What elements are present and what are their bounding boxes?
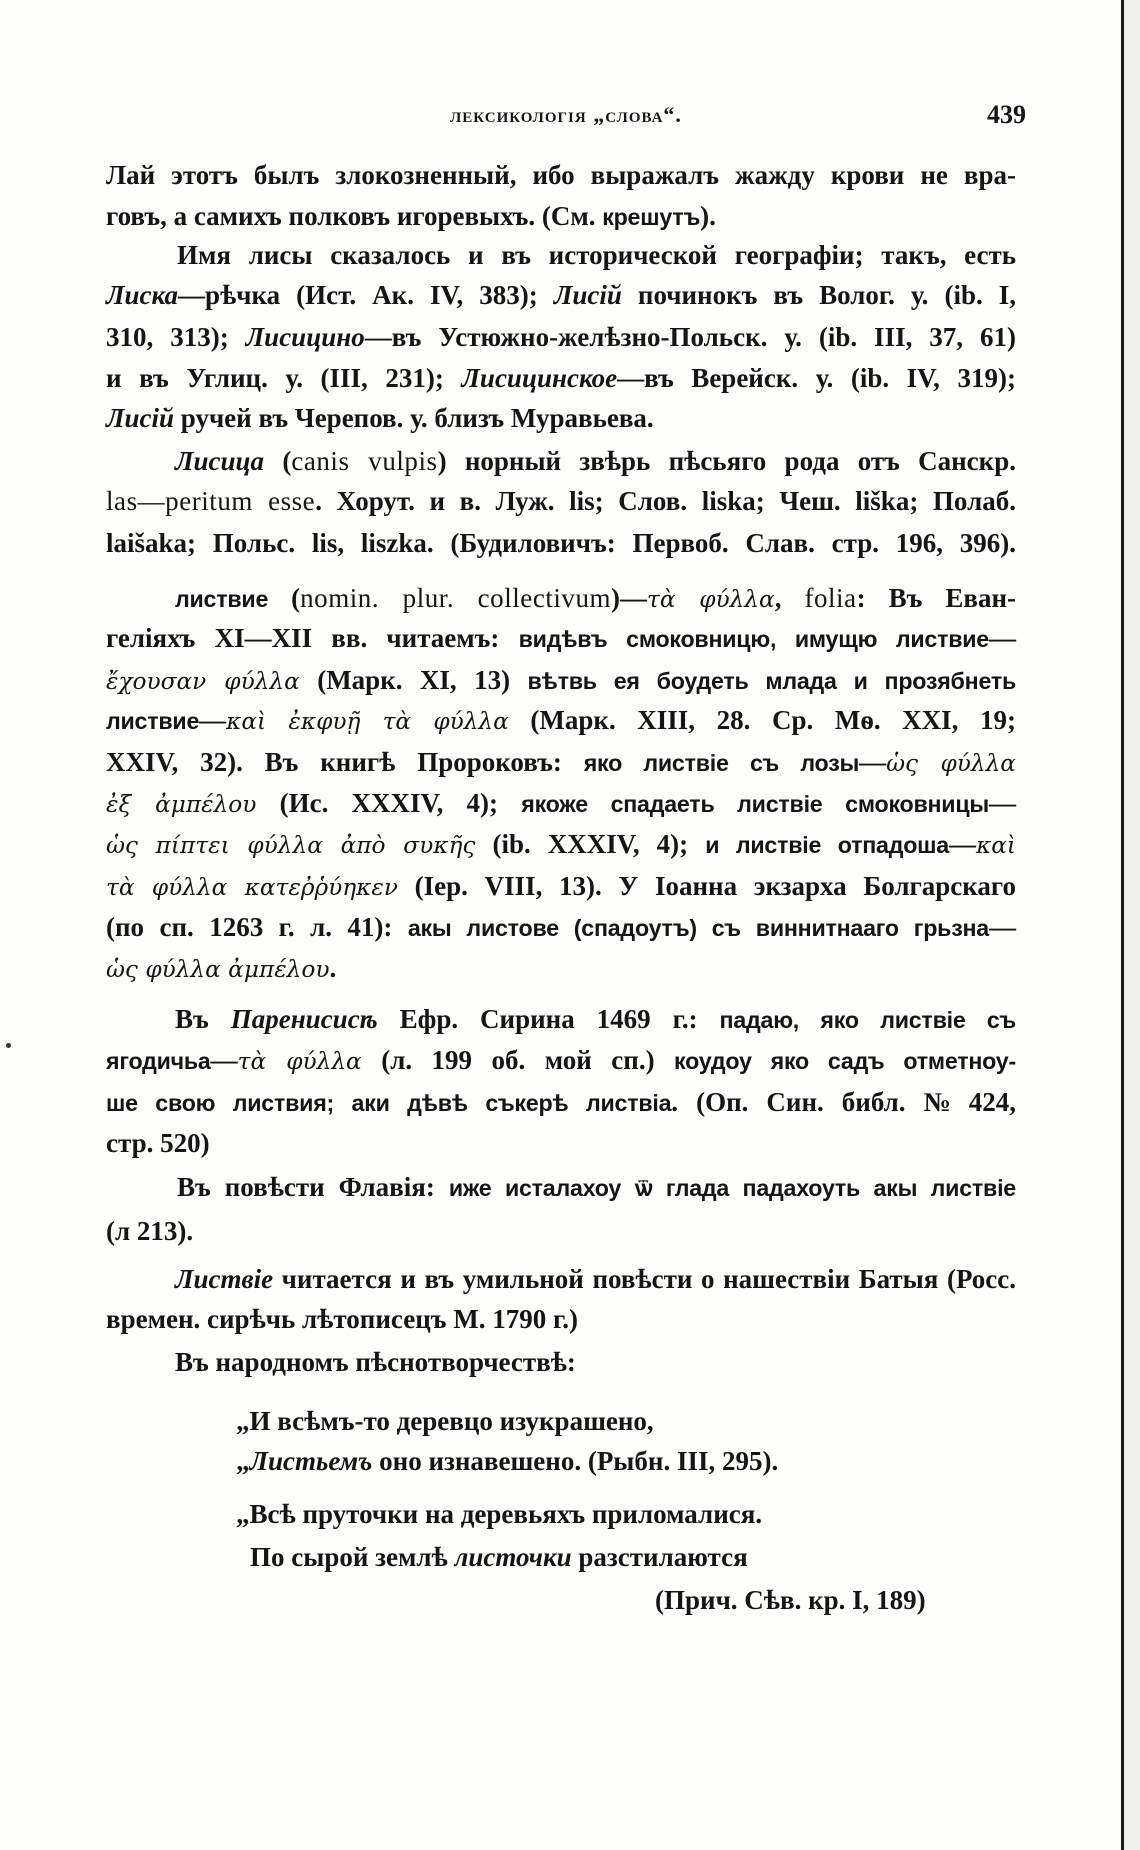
text-line xyxy=(106,783,1016,823)
text-run: — xyxy=(859,747,887,777)
running-head: лексикологія „слова“. xyxy=(450,102,682,127)
text-run: — xyxy=(989,788,1016,818)
text-run: : Въ Еван- xyxy=(856,583,1016,613)
text-line xyxy=(106,866,1016,906)
text-line-content xyxy=(175,999,1016,1040)
text-run: „Всѣ пруточки на деревьяхъ приломалися. xyxy=(236,1499,763,1529)
scan-edge-shade xyxy=(1124,0,1140,1850)
text-run: — xyxy=(210,1045,238,1075)
text-run: — xyxy=(989,912,1016,942)
text-line-content xyxy=(175,441,1016,481)
greek-quote: ὡς φύλλα xyxy=(886,750,1016,777)
text-line xyxy=(106,358,1016,398)
text-line xyxy=(177,1167,1016,1207)
slavonic-quote: ше свою листвия; аки дѣвѣ съкерѣ листвіа xyxy=(106,1090,672,1116)
text-line-content xyxy=(106,783,1016,825)
italic-term: Листьемъ xyxy=(249,1446,373,1476)
slavonic-quote: акы листове (спадоутъ) съ виннитнааго грьзна xyxy=(407,915,990,941)
text-line xyxy=(106,907,1016,947)
slavonic-quote: листвие xyxy=(106,708,200,734)
text-line xyxy=(106,1299,1016,1339)
slavonic-quote: видѣвъ смоковницю, имущю листвие xyxy=(518,626,989,652)
text-run: (Марк. XI, 13) xyxy=(299,665,528,695)
text-run: говъ, а самихъ полковъ игоревыхъ. (См. xyxy=(106,201,603,231)
text-run: „И всѣмъ-то деревцо изукрашено, xyxy=(236,1406,654,1436)
text-line-content xyxy=(106,948,336,990)
greek-quote: ὡς φύλλα ἀμπέλου xyxy=(106,956,330,983)
text-line xyxy=(236,1401,1016,1441)
italic-term: Лисицинское xyxy=(461,363,618,393)
text-line xyxy=(106,660,1016,700)
text-line-content xyxy=(106,1123,210,1163)
text-line-content xyxy=(236,1441,778,1481)
slavonic-quote: падаю, яко листвіе съ xyxy=(719,1007,1016,1033)
text-line-content xyxy=(175,1259,1016,1299)
slavonic-quote: коудоу яко садъ отметноу- xyxy=(674,1048,1016,1074)
greek-quote: ἔχουσαν φύλλα xyxy=(106,668,300,695)
text-run: ( xyxy=(264,446,292,476)
greek-quote: καὶ xyxy=(975,832,1016,859)
text-line-content xyxy=(250,1537,748,1577)
slavonic-quote: якоже спадаеть листвіе смоковницы xyxy=(521,791,990,817)
text-line-content xyxy=(177,1167,1016,1208)
text-line-content xyxy=(106,155,1016,195)
text-line-content xyxy=(236,1401,654,1441)
latin-term: las—peritum esse xyxy=(106,486,316,516)
text-run: ( xyxy=(268,583,301,613)
text-line-content xyxy=(106,358,1016,398)
text-run: — xyxy=(948,829,976,859)
text-run: Въ повѣсти Флавія: xyxy=(177,1172,449,1202)
text-line xyxy=(106,481,1016,521)
scan-speck xyxy=(6,1043,11,1048)
text-line xyxy=(106,948,1016,988)
latin-term: folia xyxy=(804,583,857,613)
text-run: . xyxy=(329,953,337,983)
text-line-content xyxy=(106,907,1016,948)
text-line xyxy=(106,1211,1016,1251)
text-run: (по сп. 1263 г. л. 41): xyxy=(106,912,408,942)
text-run: и въ Углиц. у. (III, 231); xyxy=(106,363,462,393)
text-run: времен. сирѣчь лѣтописецъ М. 1790 г.) xyxy=(106,1304,578,1334)
text-line-content xyxy=(106,1040,1016,1082)
text-run: — xyxy=(989,623,1016,653)
italic-term: листочки xyxy=(454,1542,572,1572)
text-line-content xyxy=(106,866,1016,908)
italic-term: Лисій xyxy=(106,403,175,433)
text-line xyxy=(250,1537,1016,1577)
text-run: — xyxy=(199,705,227,735)
text-line xyxy=(106,824,1016,864)
text-run: . Хорут. и в. Луж. lis; Слов. liska; Чеш. liška; Полаб. xyxy=(315,486,1016,516)
text-run: (л. 199 об. мой сп.) xyxy=(361,1045,675,1075)
text-line xyxy=(175,441,1016,481)
text-line xyxy=(175,1259,1016,1299)
text-run: XXIV, 32). Въ книгѣ Пророковъ: xyxy=(106,747,584,777)
text-run: разстилаются xyxy=(571,1542,748,1572)
text-run: —въ Верейск. у. (ib. IV, 319); xyxy=(617,363,1016,393)
text-run: Въ народномъ пѣснотворчествѣ: xyxy=(175,1347,576,1377)
italic-term: Лисій xyxy=(553,280,622,310)
slavonic-quote: яко листвіе съ лозы xyxy=(583,750,860,776)
text-line xyxy=(106,618,1016,658)
text-line-content xyxy=(177,235,1016,275)
text-line-content xyxy=(106,275,1016,315)
text-line-content xyxy=(106,700,1016,742)
text-line-content xyxy=(106,660,1016,702)
italic-term: Лисицино xyxy=(245,322,365,352)
text-line-content xyxy=(106,398,654,438)
text-run: читается и въ умильной повѣсти о нашествіи Батыя (Росс. xyxy=(273,1264,1016,1294)
text-line-content xyxy=(106,618,1016,659)
text-run: (ib. XXXIV, 4); xyxy=(475,829,706,859)
text-line xyxy=(106,742,1016,782)
text-line-content xyxy=(106,1082,1016,1123)
text-line-content xyxy=(106,1211,193,1251)
text-run: (Іер. VIII, 13). У Іоанна экзарха Болгарскаго xyxy=(397,871,1016,901)
text-run: „ xyxy=(236,1446,250,1476)
text-line xyxy=(175,1342,1016,1382)
text-line-content xyxy=(106,1299,578,1339)
text-line xyxy=(106,317,1016,357)
text-line xyxy=(655,1580,1016,1620)
italic-term: Лиска xyxy=(106,280,179,310)
text-run: (л 213). xyxy=(106,1216,194,1246)
greek-quote: τὰ φύλλα κατεῤῥύηκεν xyxy=(106,874,398,901)
text-run: стр. 520) xyxy=(106,1128,210,1158)
text-line-content xyxy=(106,523,1016,563)
greek-quote: τὰ φύλλα xyxy=(647,586,775,613)
text-line xyxy=(106,398,1016,438)
text-run: , xyxy=(774,583,805,613)
slavonic-quote: иже исталахоу ѿ глада падахоуть акы листвіе xyxy=(448,1175,1016,1201)
text-run: laišaka; Польс. lis, liszka. (Будиловичъ: Первоб. Слав. стр. 196, 396). xyxy=(106,528,1016,558)
italic-term: Паренисисѣ xyxy=(230,1004,378,1034)
text-run: (Ис. XXXIV, 4); xyxy=(256,788,522,818)
text-run: )— xyxy=(611,583,648,613)
text-line xyxy=(106,1040,1016,1080)
scan-edge-line xyxy=(1121,0,1124,1850)
text-line xyxy=(106,523,1016,563)
text-run: ). xyxy=(700,201,716,231)
text-run: Имя лисы сказалось и въ исторической географіи; такъ, есть xyxy=(177,240,1016,270)
page-number: 439 xyxy=(987,100,1026,129)
text-line-content xyxy=(106,742,1016,784)
text-run: Лай этотъ былъ злокозненный, ибо выражалъ жажду крови не вра- xyxy=(106,160,1016,190)
text-run: (Марк. XIII, 28. Ср. Мѳ. XXI, 19; xyxy=(508,705,1016,735)
text-line-content xyxy=(106,824,1016,866)
text-run: ) норный звѣрь пѣсьяго рода отъ Санскр. xyxy=(437,446,1016,476)
text-run: оно изнавешено. (Рыбн. III, 295). xyxy=(372,1446,779,1476)
text-line-content xyxy=(106,196,716,237)
text-line xyxy=(106,1123,1016,1163)
slavonic-quote: крешутъ xyxy=(602,204,701,230)
text-line xyxy=(177,235,1016,275)
text-run: (Прич. Сѣв. кр. I, 189) xyxy=(655,1585,926,1615)
text-line xyxy=(175,578,1016,618)
text-line-content xyxy=(106,317,1016,357)
text-run: ручей въ Черепов. у. близъ Муравьева. xyxy=(174,403,654,433)
text-run: Въ xyxy=(175,1004,231,1034)
text-run: По сырой землѣ xyxy=(250,1542,455,1572)
latin-term: canis vulpis xyxy=(291,446,438,476)
text-run: Ефр. Сирина 1469 г.: xyxy=(377,1004,720,1034)
slavonic-quote: листвие xyxy=(175,586,269,612)
text-line xyxy=(106,196,1016,236)
italic-term: Лисица xyxy=(175,446,265,476)
text-run: геліяхъ XI—XII вв. читаемъ: xyxy=(106,623,519,653)
text-run: починокъ въ Волог. у. (ib. I, xyxy=(621,280,1016,310)
italic-term: Листвіе xyxy=(175,1264,274,1294)
text-line-content xyxy=(655,1580,926,1620)
text-line xyxy=(106,155,1016,195)
text-run: 310, 313); xyxy=(106,322,246,352)
text-line-content xyxy=(175,1342,576,1382)
greek-quote: ἐξ ἀμπέλου xyxy=(106,791,257,818)
greek-quote: τὰ φύλλα xyxy=(237,1048,362,1075)
greek-quote: ὡς πίπτει φύλλα ἀπὸ συκῆς xyxy=(106,832,476,859)
text-run: —въ Устюжно-желѣзно-Польск. у. (ib. III, 37, 61) xyxy=(364,322,1016,352)
text-line xyxy=(236,1441,1016,1481)
slavonic-quote: ягодичьа xyxy=(106,1048,211,1074)
text-line-content xyxy=(175,578,1016,620)
text-line xyxy=(175,999,1016,1039)
text-line xyxy=(236,1494,1016,1534)
text-line xyxy=(106,275,1016,315)
slavonic-quote: вѣтвь ея боудеть млада и прозябнеть xyxy=(527,668,1016,694)
text-line-content xyxy=(236,1494,762,1534)
text-line xyxy=(106,700,1016,740)
text-line-content xyxy=(106,481,1016,521)
greek-quote: καὶ ἐκφυῇ τὰ φύλλα xyxy=(226,708,509,735)
text-run: —рѣчка (Ист. Ак. IV, 383); xyxy=(178,280,554,310)
text-line xyxy=(106,1082,1016,1122)
latin-term: nomin. plur. collectivum xyxy=(300,583,612,613)
text-run: . (Оп. Син. библ. № 424, xyxy=(671,1087,1016,1117)
slavonic-quote: и листвіе отпадоша xyxy=(705,832,949,858)
